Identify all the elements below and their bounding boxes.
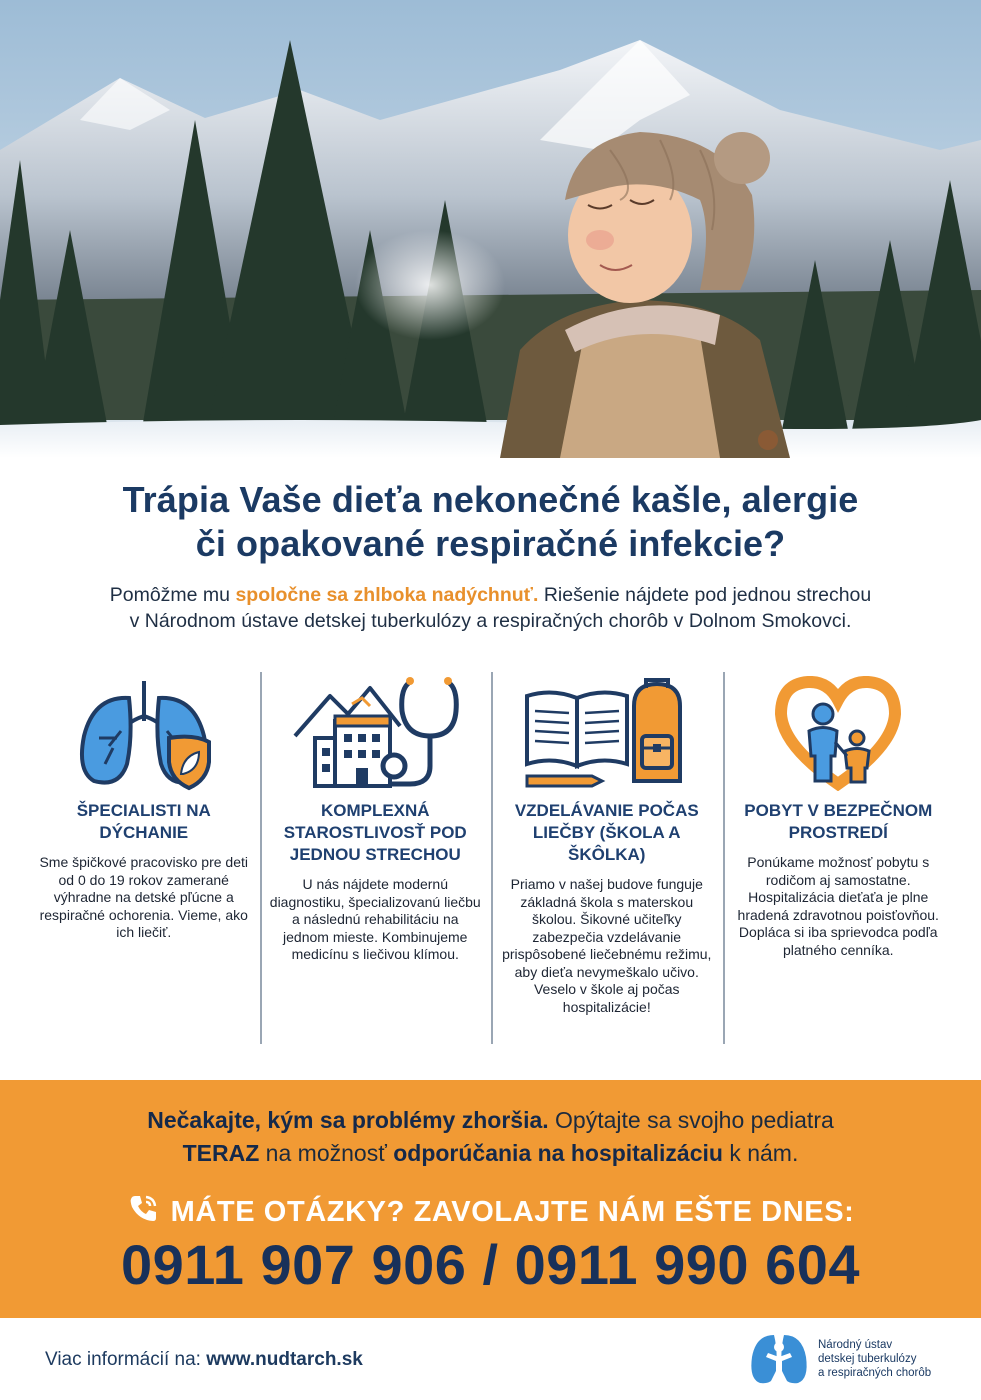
feature-comprehensive-care xyxy=(260,668,492,1048)
cta-bold-3: odporúčania na hospitalizáciu xyxy=(393,1140,723,1166)
feature-title: ŠPECIALISTI NA DÝCHANIE xyxy=(76,801,211,842)
cta-bold-2: TERAZ xyxy=(182,1140,260,1166)
subheadline-highlight: spoločne sa zhlboka nadýchnuť. xyxy=(235,584,539,606)
feature-specialists xyxy=(28,668,260,1048)
footer-label: Viac informácií na: xyxy=(45,1349,207,1370)
logo-line-1: Národný ústav xyxy=(818,1339,893,1351)
call-prompt-text: MÁTE OTÁZKY? ZAVOLAJTE NÁM EŠTE DNES: xyxy=(170,1195,855,1228)
logo-text xyxy=(818,1338,931,1380)
headline xyxy=(0,478,981,566)
feature-title: VZDELÁVANIE POČAS LIEČBY (ŠKOLA A ŠKÔLKA) xyxy=(514,801,699,864)
phone-numbers[interactable]: 0911 907 906 / 0911 990 604 xyxy=(120,1233,861,1296)
subheadline-part-1: Pomôžme mu xyxy=(109,584,236,606)
features xyxy=(28,668,954,1048)
footer-info xyxy=(45,1349,363,1371)
book-backpack-icon xyxy=(501,674,713,792)
cta-line-2 xyxy=(0,1137,981,1170)
subheadline-part-2: Riešenie nájdete pod jednou strechou xyxy=(538,584,872,606)
feature-text: Priamo v našej budove funguje základná škola s materskou školou. Šikovné učiteľky zabezpečia vzdelávanie prispôsobené liečebnému režimu, aby dieťa nevymeškalo učivo. Veselo v škole aj počas hospitalizácie! xyxy=(502,876,712,1015)
headline-line-1: Trápia Vaše dieťa nekonečné kašle, alergie xyxy=(122,479,859,520)
feature-text: U nás nájdete modernú diagnostiku, špecializovanú liečbu a následnú rehabilitáciu na jednom mieste. Kombinujeme medicínu s liečivou klímou. xyxy=(269,876,481,962)
feature-education xyxy=(491,668,723,1048)
feature-title: POBYT V BEZPEČNOM PROSTREDÍ xyxy=(744,801,933,842)
headline-line-2: či opakované respiračné infekcie? xyxy=(195,523,786,564)
feature-safe-stay xyxy=(723,668,955,1048)
logo-line-2: detskej tuberkulózy xyxy=(818,1353,917,1365)
phone-icon xyxy=(127,1192,159,1232)
heart-parent-child-icon xyxy=(733,674,945,792)
cta-bold-1: Nečakajte, kým sa problémy zhoršia. xyxy=(147,1107,549,1133)
lungs-shield-icon xyxy=(38,674,250,792)
cta-text-2: na možnosť xyxy=(259,1140,394,1166)
cta-text-3: k nám. xyxy=(722,1140,799,1166)
feature-text: Ponúkame možnosť pobytu s rodičom aj samostatne. Hospitalizácia dieťaťa je plne hradená zdravotnou poisťovňou. Dopláca si iba sprievodca podľa platného cenníka. xyxy=(737,854,939,958)
logo-line-3: a respiračných chorôb xyxy=(818,1367,932,1379)
cta-text xyxy=(0,1104,981,1170)
feature-title: KOMPLEXNÁ STAROSTLIVOSŤ POD JEDNOU STRECHOU xyxy=(283,801,467,864)
lungs-logo-icon xyxy=(748,1327,810,1392)
subheadline xyxy=(0,582,981,634)
institute-logo xyxy=(748,1328,958,1390)
cta-text-1: Opýtajte sa svojho pediatra xyxy=(548,1107,834,1133)
building-stethoscope-icon xyxy=(270,674,482,792)
cta-line-1 xyxy=(0,1104,981,1137)
subheadline-line-1 xyxy=(0,582,981,608)
hero-illustration xyxy=(0,0,981,458)
call-prompt xyxy=(0,1192,981,1232)
hero-photo xyxy=(0,0,981,458)
subheadline-line-2: v Národnom ústave detskej tuberkulózy a respiračných chorôb v Dolnom Smokovci. xyxy=(129,610,852,632)
website-link[interactable]: www.nudtarch.sk xyxy=(206,1349,363,1370)
cta-band xyxy=(0,1080,981,1318)
feature-text: Sme špičkové pracovisko pre deti od 0 do 19 rokov zamerané výhradne na detské pľúcne a respiračné ochorenia. Vieme, ako ich liečiť. xyxy=(39,854,249,940)
